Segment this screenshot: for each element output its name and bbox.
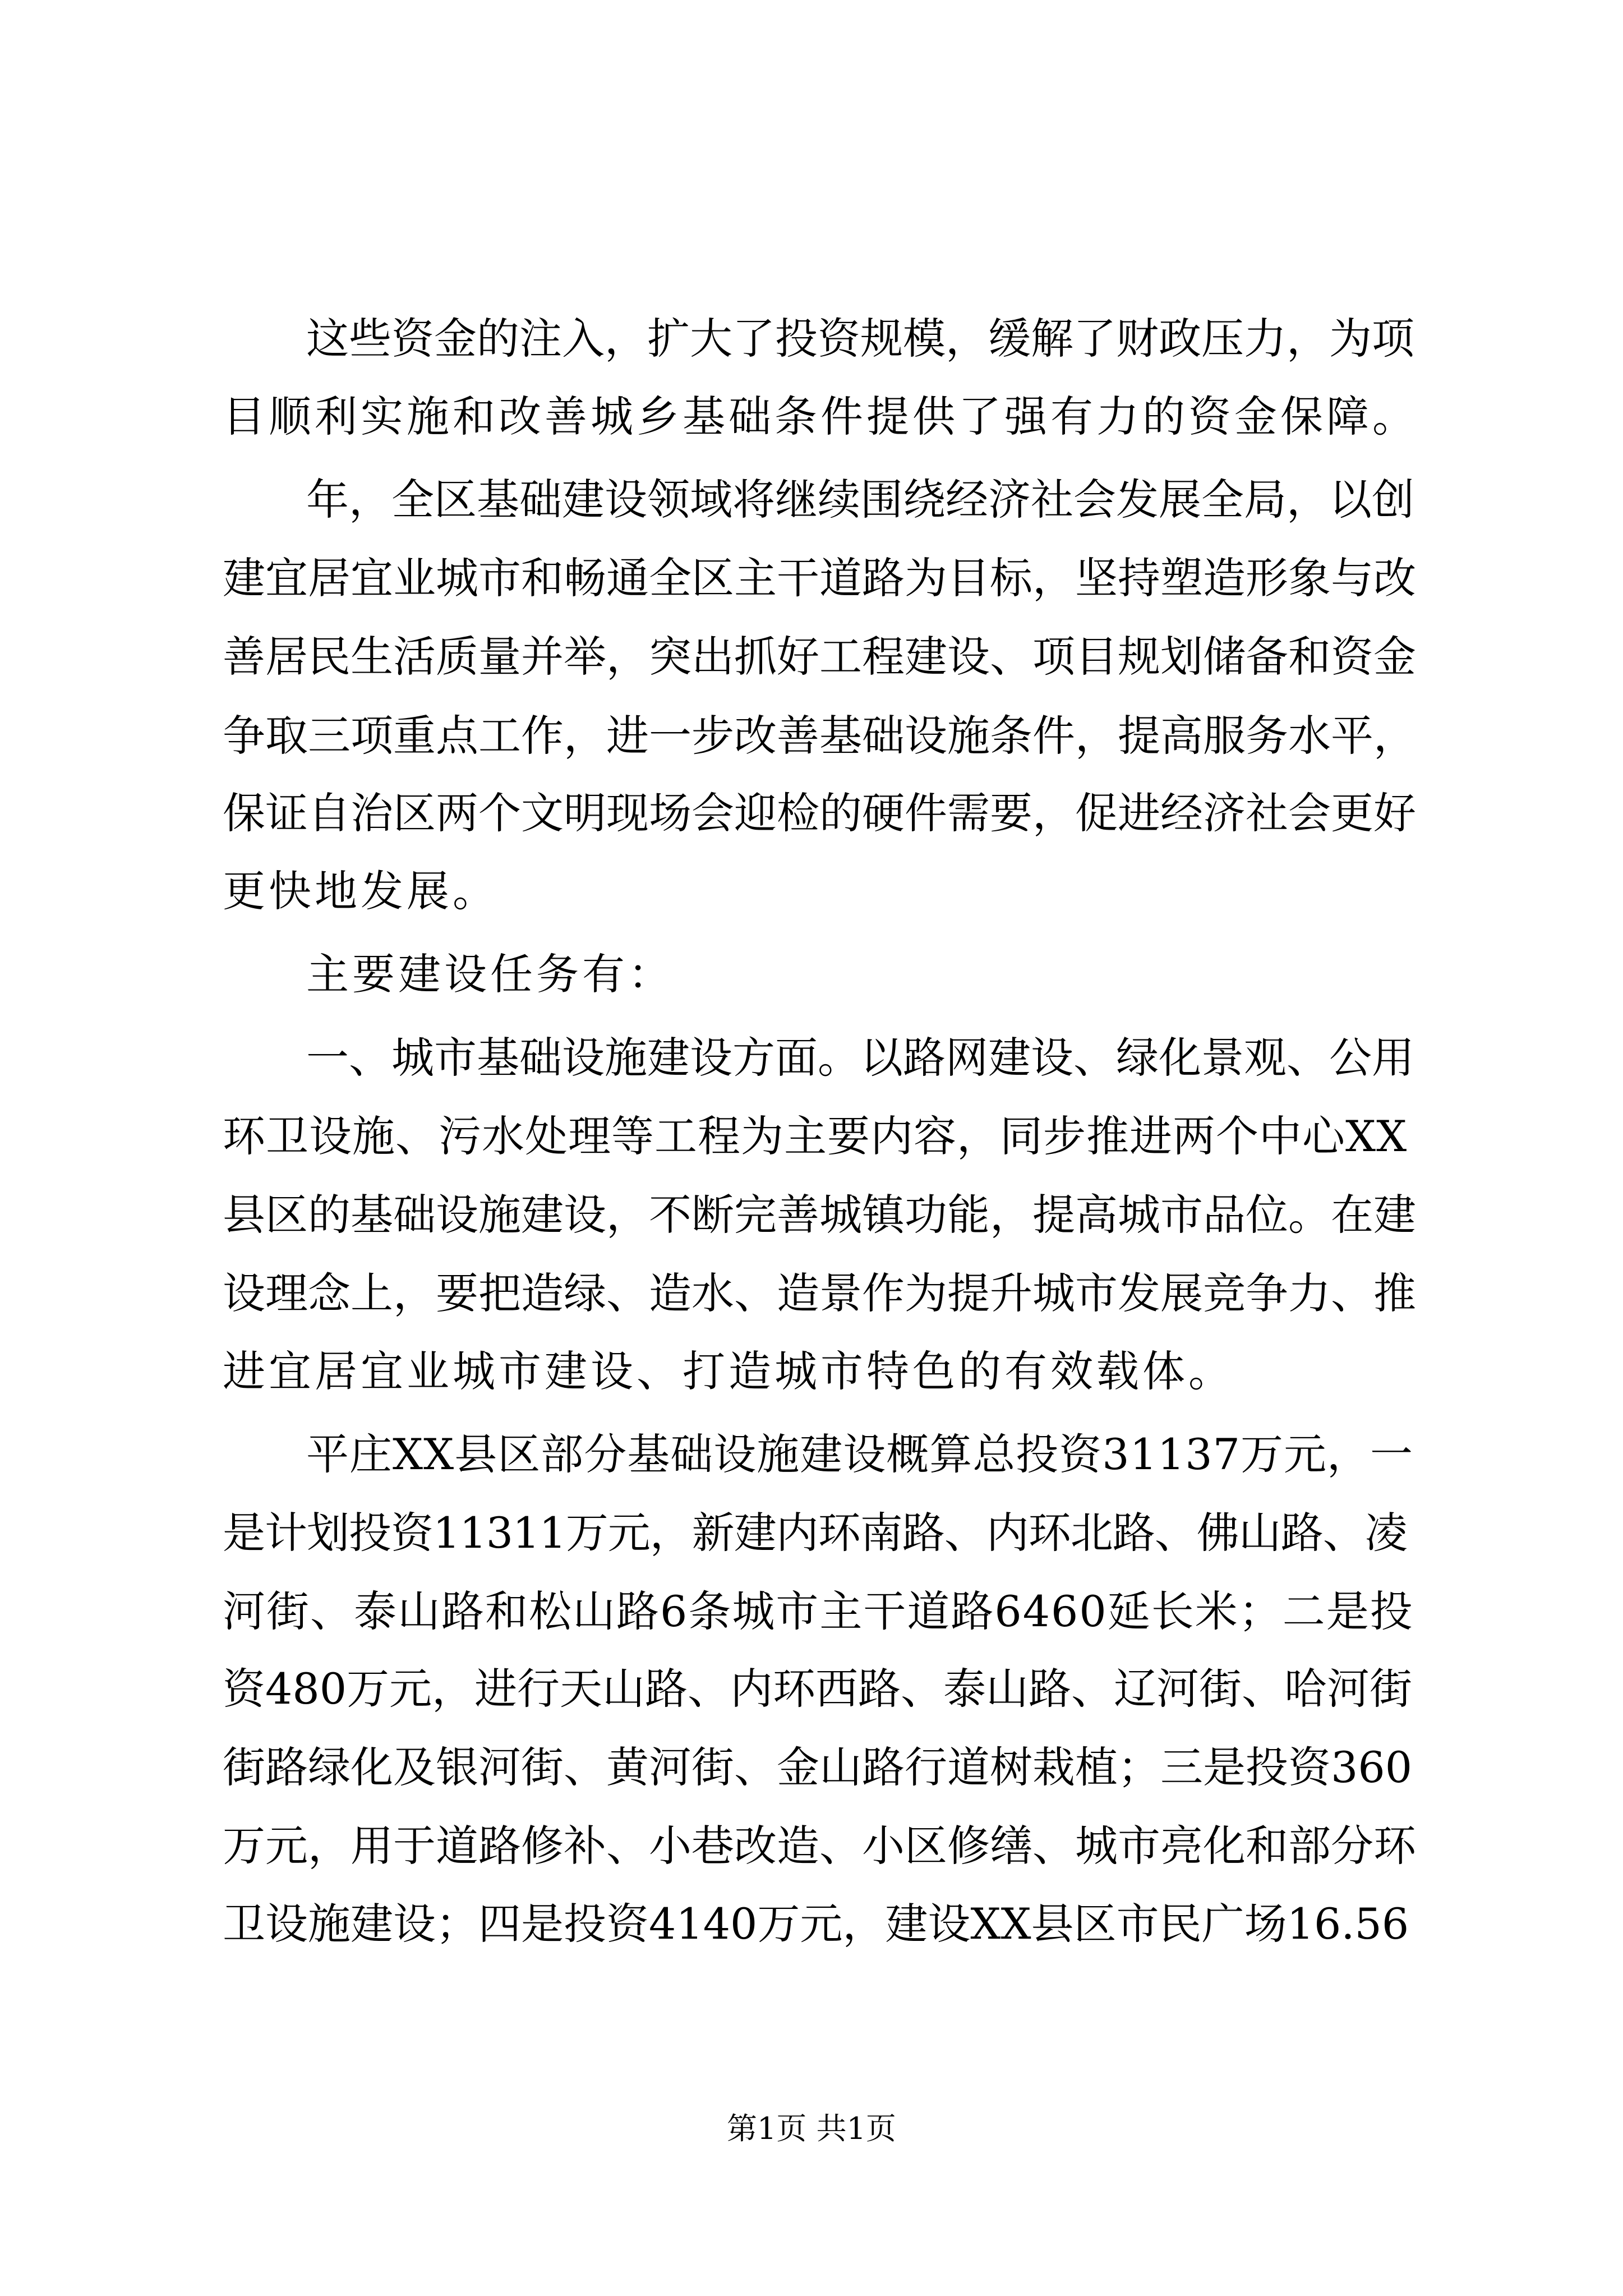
paragraph-line: 河街、泰山路和松山路6条城市主干道路6460延长米；二是投	[223, 1586, 1414, 1636]
paragraph-line: 环卫设施、污水处理等工程为主要内容，同步推进两个中心XX	[223, 1111, 1408, 1161]
paragraph-line: 善居民生活质量并举，突出抓好工程建设、项目规划储备和资金	[223, 632, 1416, 682]
paragraph-line: 一、城市基础设施建设方面。以路网建设、绿化景观、公用	[306, 1033, 1414, 1083]
paragraph-line: 平庄XX县区部分基础设施建设概算总投资31137万元，一	[306, 1429, 1413, 1479]
page-footer: 第1页 共1页	[727, 2111, 896, 2146]
paragraph-line: 保证自治区两个文明现场会迎检的硬件需要，促进经济社会更好	[223, 788, 1416, 838]
paragraph-line: 卫设施建设；四是投资4140万元，建设XX县区市民广场16.56	[223, 1899, 1409, 1949]
paragraph-line: 设理念上，要把造绿、造水、造景作为提升城市发展竞争力、推	[223, 1268, 1416, 1318]
paragraph-line: 县区的基础设施建设，不断完善城镇功能，提高城市品位。在建	[223, 1190, 1416, 1240]
paragraph-line: 万元，用于道路修补、小巷改造、小区修缮、城市亮化和部分环	[223, 1821, 1416, 1871]
paragraph-line: 争取三项重点工作，进一步改善基础设施条件，提高服务水平，	[223, 711, 1416, 761]
paragraph-line: 主要建设任务有：	[306, 949, 674, 999]
paragraph-line: 这些资金的注入，扩大了投资规模，缓解了财政压力，为项	[306, 314, 1414, 364]
paragraph-line: 是计划投资11311万元，新建内环南路、内环北路、佛山路、凌	[223, 1508, 1407, 1558]
paragraph-line: 街路绿化及银河街、黄河街、金山路行道树栽植；三是投资360	[223, 1742, 1413, 1792]
paragraph-line: 年，全区基础建设领域将继续围绕经济社会发展全局，以创	[306, 475, 1414, 524]
paragraph-line: 目顺利实施和改善城乡基础条件提供了强有力的资金保障。	[223, 392, 1418, 441]
paragraph-line: 建宜居宜业城市和畅通全区主干道路为目标，坚持塑造形象与改	[223, 553, 1416, 603]
paragraph-line: 更快地发展。	[223, 866, 499, 916]
paragraph-line: 进宜居宜业城市建设、打造城市特色的有效载体。	[223, 1346, 1234, 1396]
paragraph-line: 资480万元，进行天山路、内环西路、泰山路、辽河街、哈河街	[223, 1664, 1413, 1714]
